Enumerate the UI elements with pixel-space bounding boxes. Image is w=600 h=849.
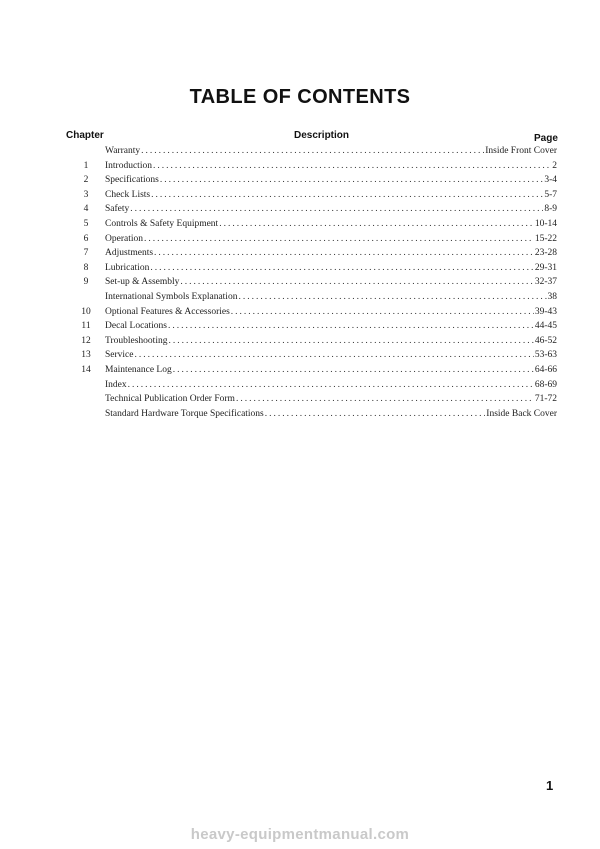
toc-description: Safety (105, 204, 130, 215)
toc-page: 8-9 (544, 204, 557, 215)
toc-dot-leader (265, 407, 486, 422)
toc-page: 10-14 (534, 218, 557, 229)
toc-page: 64-66 (534, 364, 557, 375)
toc-page: 2 (552, 160, 557, 171)
toc-dot-leader (173, 363, 534, 378)
page-title: TABLE OF CONTENTS (189, 86, 411, 108)
toc-chapter-number: 1 (83, 160, 89, 171)
toc-chapter-number: 5 (83, 218, 89, 229)
toc-page: 5-7 (544, 189, 557, 200)
toc-entry-line (105, 246, 557, 261)
toc-page: 53-63 (534, 350, 557, 361)
toc-description: Standard Hardware Torque Specifications (105, 408, 264, 419)
toc-entry-line (105, 334, 557, 349)
watermark: heavy-equipmentmanual.com (190, 826, 410, 843)
toc-entry-line (105, 305, 557, 320)
toc-description: Maintenance Log (105, 364, 172, 375)
toc-page: 44-45 (534, 321, 557, 332)
toc-chapter-number: 4 (83, 204, 89, 215)
toc-entry[interactable] (0, 305, 600, 320)
toc-entry-line (105, 378, 557, 393)
toc-dot-leader (144, 232, 534, 247)
toc-entry[interactable] (0, 217, 600, 232)
toc-description: Set-up & Assembly (105, 277, 180, 288)
toc-description: Warranty (105, 146, 141, 156)
toc-chapter-number: 12 (81, 335, 91, 346)
toc-description: Lubrication (105, 262, 150, 273)
column-header-description: Description (294, 130, 350, 141)
toc-entry[interactable] (0, 173, 600, 188)
toc-description: Specifications (105, 175, 159, 186)
toc-dot-leader (238, 290, 546, 305)
toc-entry-line (105, 392, 557, 407)
toc-page: Inside Front Cover (485, 146, 557, 156)
toc-page: Inside Back Cover (486, 408, 557, 419)
toc-description: Adjustments (105, 248, 154, 259)
toc-entry-line (105, 363, 557, 378)
toc-dot-leader (130, 202, 543, 217)
toc-list (0, 144, 600, 421)
toc-entry[interactable] (0, 319, 600, 334)
toc-page: 38 (547, 291, 557, 302)
toc-description: Controls & Safety Equipment (105, 218, 219, 229)
toc-page: 3-4 (544, 175, 557, 186)
toc-description: Decal Locations (105, 321, 167, 332)
toc-entry-line (105, 348, 557, 363)
toc-page: 15-22 (534, 233, 557, 244)
toc-entry[interactable] (0, 290, 600, 305)
toc-chapter-number: 14 (81, 364, 91, 375)
toc-dot-leader (128, 378, 534, 393)
toc-dot-leader (180, 275, 533, 290)
toc-description: Operation (105, 233, 143, 244)
toc-entry[interactable] (0, 232, 600, 247)
toc-description: Optional Features & Accessories (105, 306, 230, 317)
toc-dot-leader (168, 334, 533, 349)
toc-dot-leader (153, 159, 551, 174)
toc-entry[interactable] (0, 261, 600, 276)
toc-entry-line (105, 290, 557, 305)
toc-entry[interactable] (0, 334, 600, 349)
toc-page: 32-37 (534, 277, 557, 288)
toc-dot-leader (219, 217, 534, 232)
toc-dot-leader (151, 188, 543, 203)
toc-entry-line (105, 319, 557, 334)
toc-description: Technical Publication Order Form (105, 394, 235, 405)
toc-entry-line (105, 159, 557, 174)
toc-entry[interactable] (0, 159, 600, 174)
toc-chapter-number: 9 (83, 277, 89, 288)
column-header-chapter: Chapter (66, 130, 104, 141)
toc-chapter-number: 8 (83, 262, 89, 273)
toc-dot-leader (154, 246, 534, 261)
toc-entry-line (105, 173, 557, 188)
toc-entry-line (105, 144, 557, 159)
toc-entry[interactable] (0, 246, 600, 261)
toc-entry[interactable] (0, 188, 600, 203)
toc-description: Service (105, 350, 134, 361)
toc-chapter-number: 6 (83, 233, 89, 244)
toc-entry[interactable] (0, 407, 600, 422)
toc-dot-leader (231, 305, 534, 320)
toc-entry[interactable] (0, 144, 600, 159)
toc-entry[interactable] (0, 363, 600, 378)
toc-entry-line (105, 217, 557, 232)
column-header-page: Page (534, 133, 558, 144)
toc-entry-line (105, 232, 557, 247)
toc-entry-line (105, 275, 557, 290)
toc-description: Introduction (105, 160, 152, 171)
toc-chapter-number: 2 (83, 175, 89, 186)
toc-page: 71-72 (534, 394, 557, 405)
toc-page: 68-69 (534, 379, 557, 390)
toc-chapter-number: 13 (81, 350, 91, 361)
toc-dot-leader (141, 144, 484, 159)
toc-dot-leader (160, 173, 544, 188)
toc-dot-leader (236, 392, 534, 407)
toc-entry[interactable] (0, 275, 600, 290)
toc-entry[interactable] (0, 392, 600, 407)
toc-description: Check Lists (105, 189, 151, 200)
toc-entry[interactable] (0, 378, 600, 393)
toc-chapter-number: 10 (81, 306, 91, 317)
toc-chapter-number: 11 (81, 321, 91, 332)
toc-entry-line (105, 261, 557, 276)
toc-description: Index (105, 379, 127, 390)
toc-dot-leader (135, 348, 534, 363)
toc-page: 46-52 (534, 335, 557, 346)
toc-description: International Symbols Explanation (105, 291, 238, 302)
toc-page: 29-31 (534, 262, 557, 273)
toc-entry-line (105, 407, 557, 422)
toc-chapter-number: 3 (83, 189, 89, 200)
toc-entry[interactable] (0, 348, 600, 363)
toc-entry-line (105, 188, 557, 203)
toc-page: 23-28 (534, 248, 557, 259)
toc-entry-line (105, 202, 557, 217)
toc-entry[interactable] (0, 202, 600, 217)
toc-dot-leader (150, 261, 534, 276)
page-number: 1 (546, 778, 554, 793)
toc-page: 39-43 (534, 306, 557, 317)
toc-dot-leader (168, 319, 534, 334)
toc-chapter-number: 7 (83, 248, 89, 259)
toc-description: Troubleshooting (105, 335, 168, 346)
